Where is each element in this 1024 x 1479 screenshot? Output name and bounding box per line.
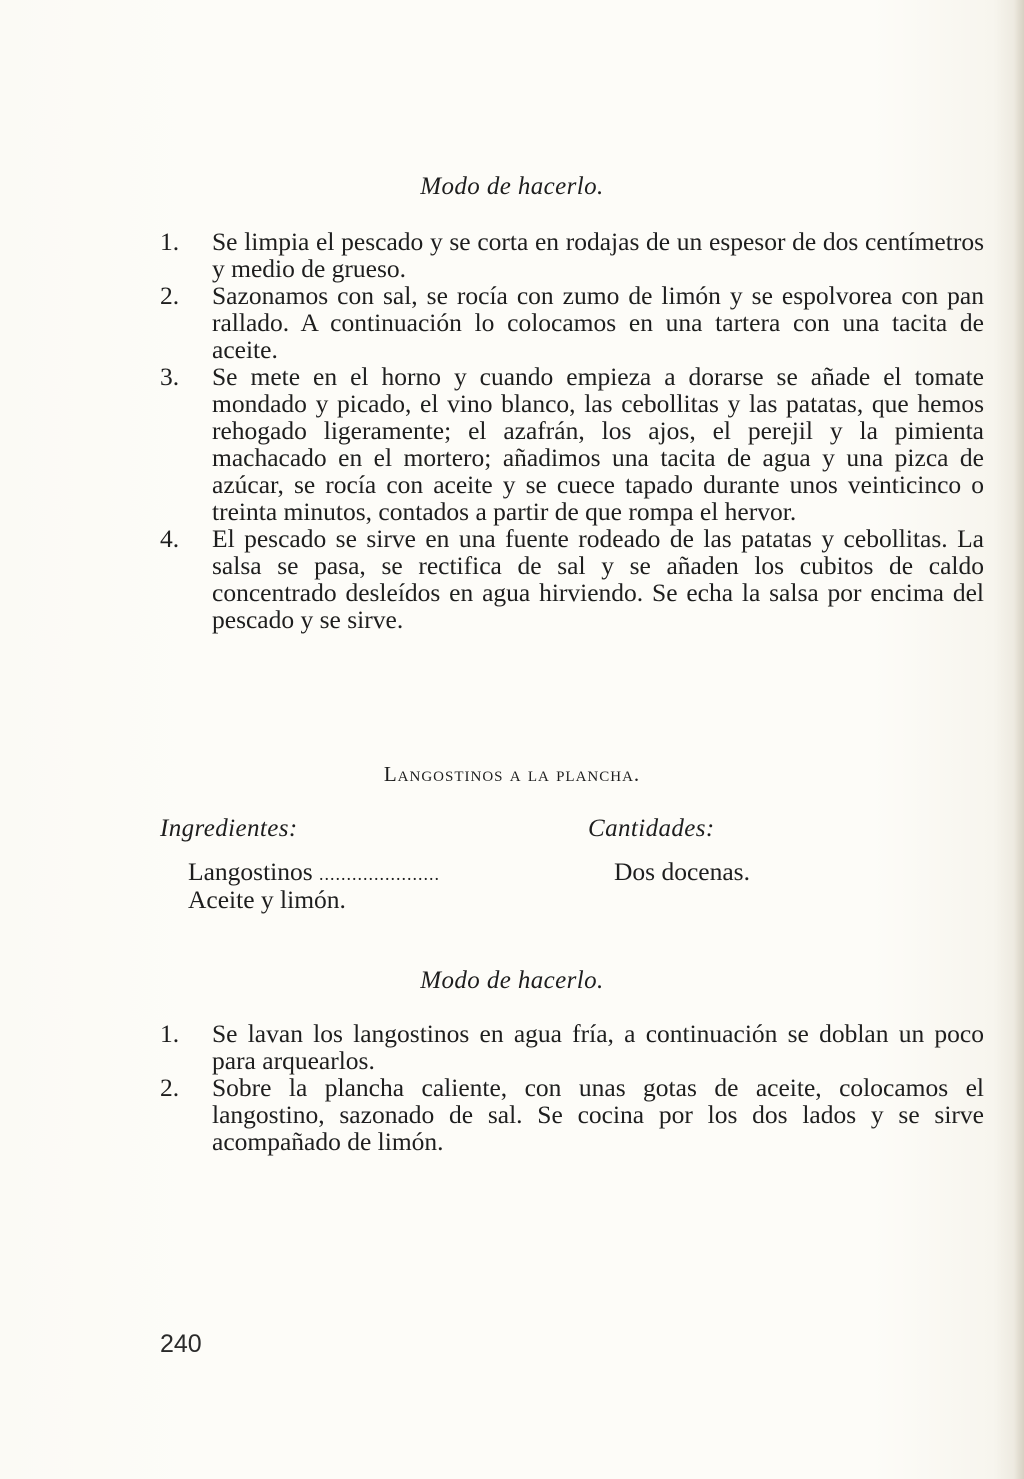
ingredient-quantity: Dos docenas. xyxy=(614,857,750,886)
section-heading-method-1: Modo de hacerlo. xyxy=(420,173,604,200)
step-number: 1. xyxy=(160,1019,180,1048)
method-step-1 xyxy=(160,228,984,282)
section-heading-method-2: Modo de hacerlo. xyxy=(420,967,604,994)
ingredient-name: Aceite y limón. xyxy=(188,885,346,914)
step-number: 1. xyxy=(160,227,180,256)
step-number: 4. xyxy=(160,524,180,553)
ingredients-header: Ingredientes: xyxy=(160,815,298,842)
step-text: Se mete en el horno y cuando empieza a dorarse se añade el tomate mondado y picado, el vino blanco, las cebollitas y las patatas, que hemos rehogado ligeramente; el azafrán, los ajos, el perejil y la pimienta machacado en el mortero; añadimos una tacita de agua y una pizca de azúcar, se rocía con aceite y se cuece tapado durante unos veinticinco o treinta minutos, contados a partir de que rompa el hervor. xyxy=(212,362,984,526)
quantities-header: Cantidades: xyxy=(588,815,715,842)
step-number: 2. xyxy=(160,281,180,310)
step-number: 3. xyxy=(160,362,180,391)
ingredient-row xyxy=(188,857,440,887)
method-steps-list-1 xyxy=(160,228,984,633)
method-step-4 xyxy=(160,525,984,633)
step-text: Sobre la plancha caliente, con unas gotas de aceite, colocamos el langostino, sazonado de sal. Se cocina por los dos lados y se sirve acompañado de limón. xyxy=(212,1073,984,1156)
leader-dots: ...................... xyxy=(319,864,441,884)
ingredient-row xyxy=(188,885,346,915)
step-number: 2. xyxy=(160,1073,180,1102)
ingredient-name: Langostinos xyxy=(188,857,313,886)
method-step-1 xyxy=(160,1020,984,1074)
method-step-2 xyxy=(160,282,984,363)
recipe-title: Langostinos a la plancha. xyxy=(383,762,641,786)
method-step-2 xyxy=(160,1074,984,1155)
step-text: Se limpia el pescado y se corta en rodajas de un espesor de dos centímetros y medio de grueso. xyxy=(212,227,984,283)
method-step-3 xyxy=(160,363,984,525)
step-text: El pescado se sirve en una fuente rodeado de las patatas y cebollitas. La salsa se pasa, se rectifica de sal y se añaden los cubitos de caldo concentrado desleídos en agua hirviendo. Se echa la salsa por encima del pescado y se sirve. xyxy=(212,524,984,634)
step-text: Sazonamos con sal, se rocía con zumo de limón y se espolvorea con pan rallado. A continuación lo colocamos en una tartera con una tacita de aceite. xyxy=(212,281,984,364)
method-steps-list-2 xyxy=(160,1020,984,1155)
step-text: Se lavan los langostinos en agua fría, a continuación se doblan un poco para arquearlos. xyxy=(212,1019,984,1075)
page-edge-shadow xyxy=(1014,0,1024,1479)
page-number: 240 xyxy=(160,1330,202,1358)
